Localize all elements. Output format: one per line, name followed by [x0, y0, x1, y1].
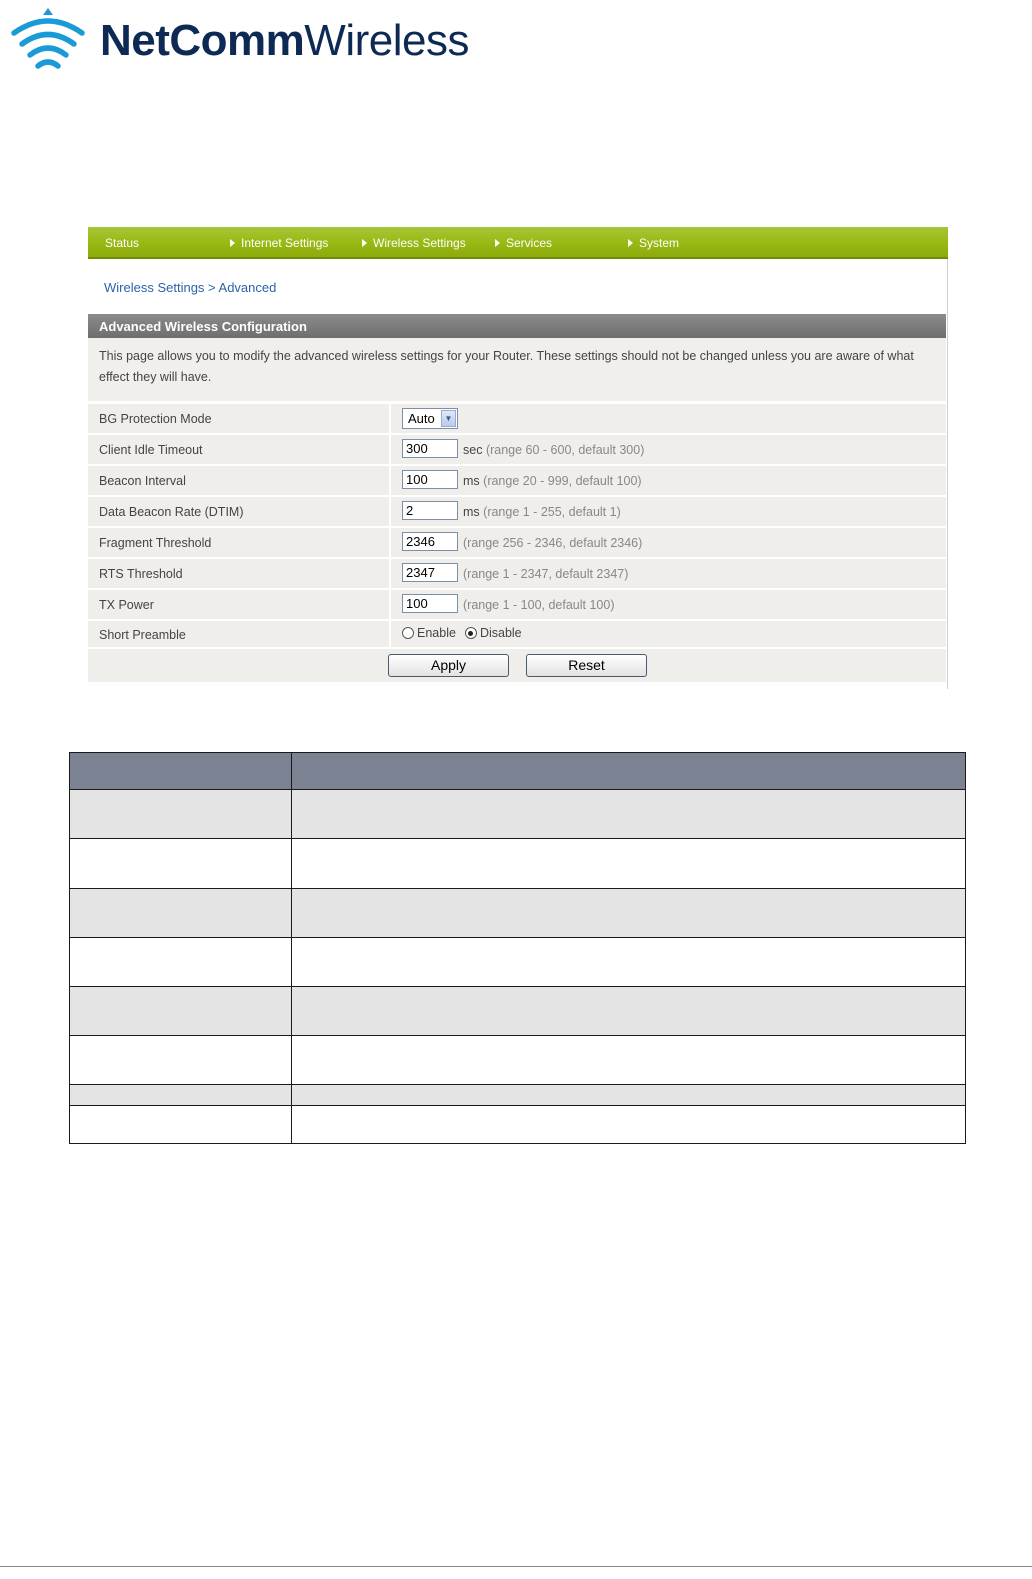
setting-hint [463, 443, 644, 457]
setting-row-tx-power [88, 590, 946, 619]
beacon-interval-input[interactable]: 100 [402, 470, 458, 489]
range-hint: (range 1 - 255, default 1) [483, 505, 621, 519]
nav-arrow-icon [495, 239, 500, 247]
setting-hint [463, 505, 621, 519]
table-row [70, 1085, 966, 1106]
setting-value-cell [389, 621, 946, 647]
table-cell [70, 938, 292, 987]
fragment-threshold-input[interactable]: 2346 [402, 532, 458, 551]
rts-threshold-input[interactable]: 2347 [402, 563, 458, 582]
setting-label: Data Beacon Rate (DTIM) [99, 505, 244, 519]
range-hint: (range 256 - 2346, default 2346) [463, 536, 643, 550]
setting-label: TX Power [99, 598, 154, 612]
nav-label: Wireless Settings [373, 236, 466, 250]
setting-row-beacon-interval [88, 466, 946, 495]
nav-item-internet-settings[interactable] [230, 236, 328, 250]
table-cell [292, 938, 966, 987]
short-preamble-radio-group [402, 626, 531, 640]
setting-value-cell [389, 435, 946, 464]
router-advanced-wireless-panel [88, 227, 948, 689]
reset-button[interactable]: Reset [526, 654, 647, 677]
disable-radio[interactable] [465, 627, 477, 639]
form-actions [88, 649, 946, 682]
setting-value-cell [389, 497, 946, 526]
nav-label: Services [506, 236, 553, 250]
range-hint: (range 60 - 600, default 300) [485, 443, 645, 457]
setting-label: RTS Threshold [99, 567, 183, 581]
table-header-row [70, 753, 966, 790]
table-cell [292, 987, 966, 1036]
range-hint: (range 20 - 999, default 100) [483, 474, 642, 488]
settings-reference-table [69, 752, 966, 1144]
nav-label: System [639, 236, 680, 250]
radio-label[interactable]: Enable [417, 626, 456, 640]
table-cell [292, 1106, 966, 1144]
table-cell [292, 889, 966, 938]
brand-name [100, 16, 469, 65]
nav-label: Internet Settings [241, 236, 329, 250]
table-cell [292, 1036, 966, 1085]
config-description [88, 338, 946, 401]
table-cell [70, 1106, 292, 1144]
table-cell [70, 1085, 292, 1106]
tx-power-input[interactable]: 100 [402, 594, 458, 613]
description-line: This page allows you to modify the advanced wireless settings for your Router. These settings should not be changed unless you are aware of what [99, 349, 914, 363]
setting-value-cell [389, 528, 946, 557]
setting-label: Short Preamble [99, 628, 186, 642]
range-hint: (range 1 - 2347, default 2347) [463, 567, 629, 581]
unit-label: ms [463, 474, 480, 488]
setting-value-cell [389, 466, 946, 495]
footer-divider [0, 1566, 1032, 1567]
table-cell [70, 1036, 292, 1085]
config-section-title: Advanced Wireless Configuration [88, 314, 946, 338]
table-row [70, 938, 966, 987]
setting-label: Beacon Interval [99, 474, 186, 488]
unit-label: ms [463, 505, 480, 519]
setting-label: Client Idle Timeout [99, 443, 203, 457]
setting-row-dtim [88, 497, 946, 526]
brand-name-light: Wireless [304, 16, 469, 65]
top-nav-bar [88, 227, 948, 259]
setting-label: Fragment Threshold [99, 536, 212, 550]
unit-label: sec [463, 443, 483, 457]
breadcrumb: Wireless Settings > Advanced [104, 280, 277, 295]
netcomm-logo [10, 6, 469, 76]
table-cell [292, 790, 966, 839]
enable-radio[interactable] [402, 627, 414, 639]
setting-value-cell [389, 590, 946, 619]
table-row [70, 987, 966, 1036]
dtim-input[interactable]: 2 [402, 501, 458, 520]
setting-row-bg-protection [88, 404, 946, 433]
setting-row-fragment-threshold [88, 528, 946, 557]
setting-hint [463, 474, 642, 488]
table-row [70, 790, 966, 839]
radio-label[interactable]: Disable [479, 626, 522, 640]
settings-form [88, 404, 946, 682]
table-cell [292, 1085, 966, 1106]
table-cell [70, 839, 292, 889]
range-hint: (range 1 - 100, default 100) [463, 598, 615, 612]
brand-name-bold: NetComm [100, 16, 305, 65]
table-cell [70, 790, 292, 839]
nav-arrow-icon [628, 239, 633, 247]
nav-item-system[interactable] [628, 236, 679, 250]
description-line: effect they will have. [99, 370, 212, 384]
nav-arrow-icon [230, 239, 235, 247]
setting-label: BG Protection Mode [99, 412, 212, 426]
client-idle-timeout-input[interactable]: 300 [402, 439, 458, 458]
table-row [70, 889, 966, 938]
setting-row-client-idle [88, 435, 946, 464]
nav-arrow-icon [362, 239, 367, 247]
table-cell [70, 987, 292, 1036]
chevron-down-icon[interactable]: ▼ [441, 410, 456, 427]
setting-row-short-preamble [88, 621, 946, 647]
table-cell [70, 889, 292, 938]
bg-protection-select[interactable] [402, 408, 458, 429]
setting-value-cell [389, 404, 946, 433]
table-row [70, 1106, 966, 1144]
table-cell [292, 839, 966, 889]
nav-item-status[interactable] [105, 236, 139, 250]
table-header-cell [292, 753, 966, 790]
nav-label: Status [105, 236, 140, 250]
table-header-cell [70, 753, 292, 790]
select-value: Auto [408, 411, 435, 426]
setting-value-cell [389, 559, 946, 588]
table-row [70, 1036, 966, 1085]
setting-row-rts-threshold [88, 559, 946, 588]
apply-button[interactable]: Apply [388, 654, 509, 677]
nav-item-services[interactable] [495, 236, 552, 250]
nav-item-wireless-settings[interactable] [362, 236, 466, 250]
table-row [70, 839, 966, 889]
wifi-logo-icon [10, 7, 86, 75]
